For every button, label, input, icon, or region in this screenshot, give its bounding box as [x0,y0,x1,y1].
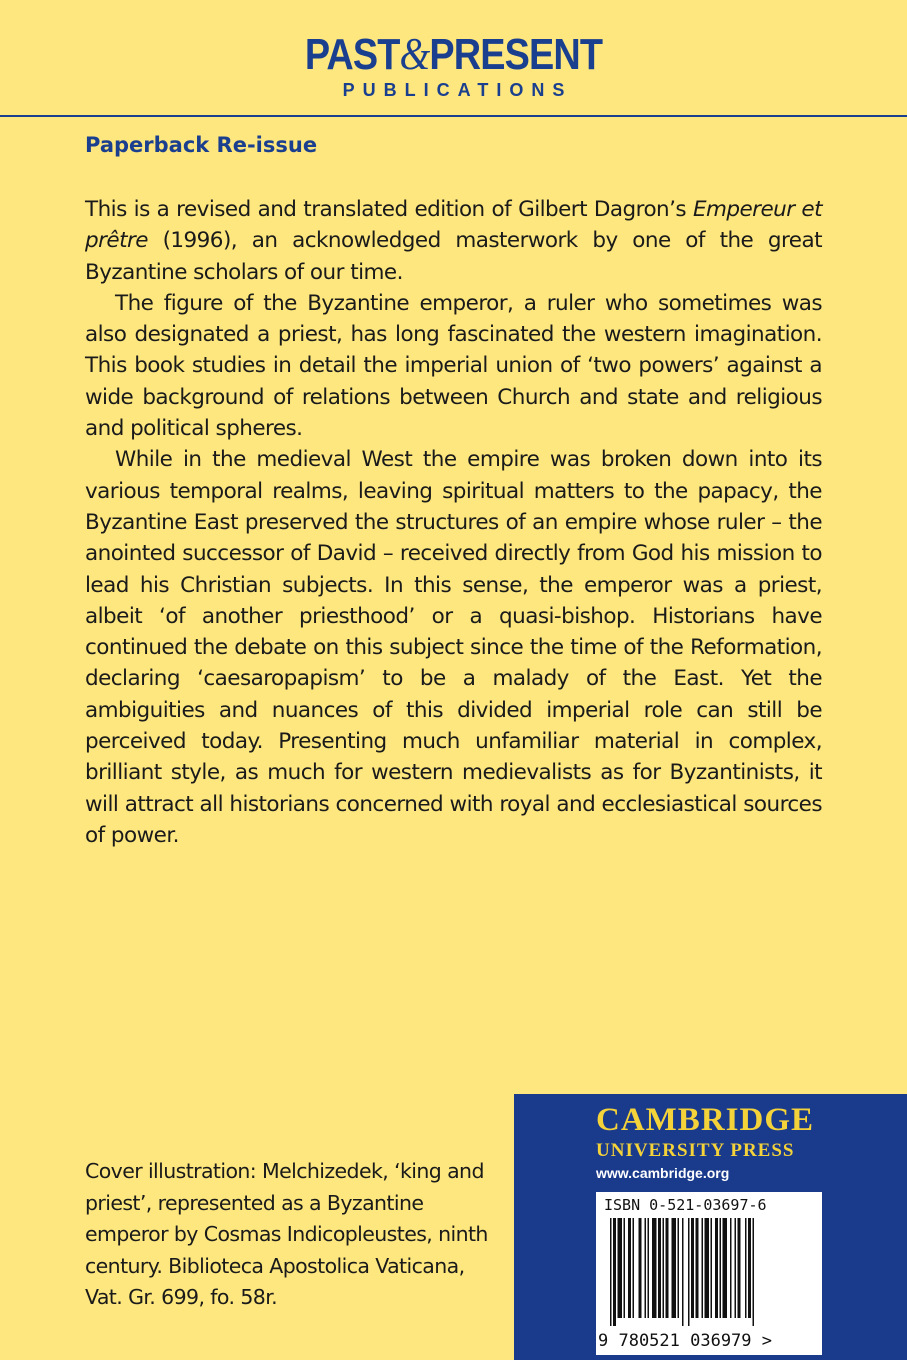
barcode-bar [682,1218,684,1326]
barcode-bar [711,1218,713,1318]
barcode-bar [748,1218,751,1318]
blurb-paragraph-1 [85,194,822,288]
barcode-bar [720,1218,722,1318]
barcode-bar [633,1218,635,1318]
barcode-bar [618,1218,623,1318]
publisher-name: CAMBRIDGE [596,1102,815,1138]
barcode-bar [738,1218,741,1318]
barcode-bar [678,1218,680,1318]
barcode-bar [645,1218,647,1318]
barcode-bar [735,1218,737,1318]
barcode-bar [672,1218,677,1318]
barcode-bar [613,1218,616,1326]
barcode-bar [648,1218,650,1318]
blurb-p1-start: This is a revised and translated edition of Gilbert Dagron’s [85,197,693,222]
barcode-bar [652,1218,657,1318]
series-title-ampersand: & [399,28,430,79]
publisher-panel [514,1094,907,1360]
barcode-bar [696,1218,699,1318]
series-title-left: PAST [304,30,400,79]
publisher-url: www.cambridge.org [596,1165,730,1181]
barcode-bar [666,1218,669,1318]
barcode-bar [705,1218,710,1318]
barcode-panel [596,1192,822,1355]
publisher-press: UNIVERSITY PRESS [596,1140,795,1161]
edition-label: Paperback Re-issue [85,133,318,157]
barcode-bar [688,1218,690,1326]
barcode-bar [745,1218,747,1318]
barcode-bar [723,1218,728,1318]
barcode-bar [658,1218,661,1318]
series-header [0,0,907,117]
barcode-bar [628,1218,631,1318]
barcode-bar [663,1218,665,1318]
barcode-bar [730,1218,732,1318]
barcode-bar [715,1218,718,1318]
cover-illustration-credit: Cover illustration: Melchizedek, ‘king and priest’, represented as a Byzantine emperor by Cosmas Indicopleustes, ninth century. Biblioteca Apostolica Vaticana, Vat. Gr. 699, fo. 58r. [85,1159,488,1310]
series-subtitle: PUBLICATIONS [342,80,573,100]
blurb-paragraph-2: The figure of the Byzantine emperor, a ruler who sometimes was also designated a priest, has long fascinated the western imagination. This book studies in detail the imperial union of ‘two powers’ against a wide background of relations between Church and state and religious and political spheres. [85,290,822,442]
barcode-bar [691,1218,694,1318]
isbn-label: ISBN 0-521-03697-6 [604,1196,767,1214]
series-title [63,30,843,79]
barcode-bar [702,1218,704,1318]
barcode-bar [624,1218,626,1318]
barcode-bar [753,1218,755,1326]
blurb-paragraph-3: While in the medieval West the empire was broken down into its various temporal realms, leaving spiritual matters to the papacy, the Byzantine East preserved the structures of an empire whose ruler – the anointed successor of David – received directly from God his mission to lead his Christian subjects. In this sense, the emperor was a priest, albeit ‘of another priesthood’ or a quasi-bishop. Historians have continued the debate on this subject since the time of the Reformation, declaring ‘caesaropapism’ to be a malady of the East. Yet the ambiguities and nuances of this divided imperial role can still be perceived today. Presenting much unfamiliar material in complex, brilliant style, as much for western medievalists as for Byzantinists, it will attract all historians concerned with royal and ecclesiastical sources of power. [85,447,822,848]
blurb-p1-end: (1996), an acknowledged masterwork by one of the great Byzantine scholars of our time. [85,228,822,285]
barcode-bar [610,1218,612,1326]
book-description [85,194,822,851]
blurb-p1-title: Empereur et prêtre [85,197,822,254]
barcode-icon [610,1218,810,1326]
series-title-right: PRESENT [429,30,603,79]
ean-number: 9 780521 036979 > [598,1331,772,1351]
barcode-bar [639,1218,642,1318]
